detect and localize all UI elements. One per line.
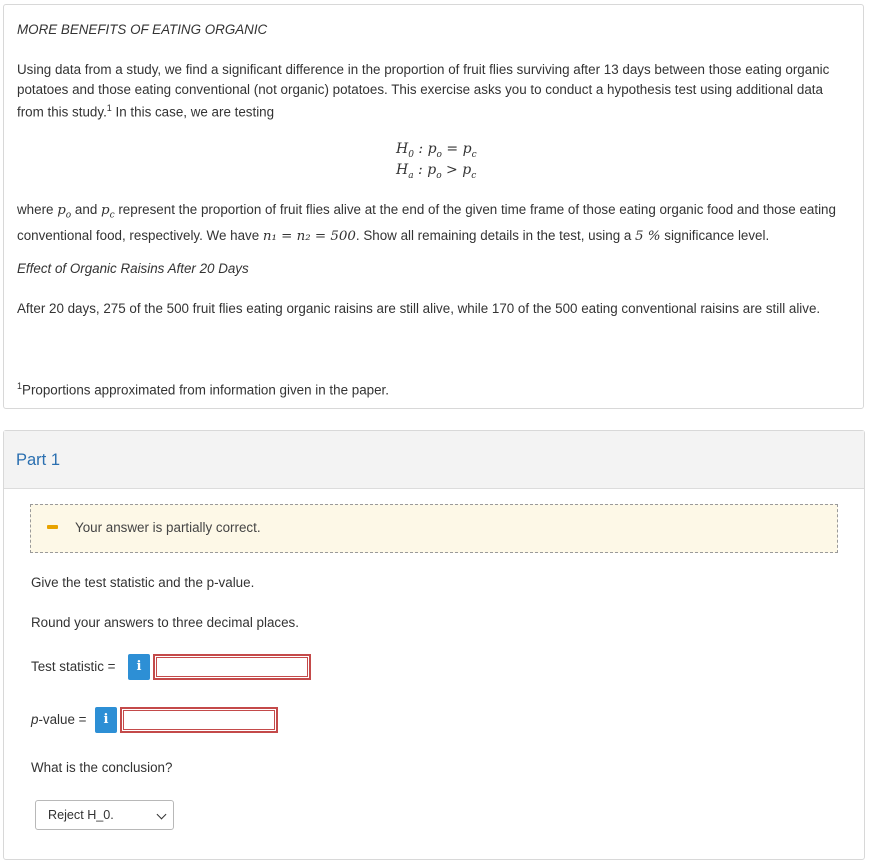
footnote: $^1$Proportions approximated from information given in the paper.	[17, 381, 389, 398]
p-value-input[interactable]	[120, 707, 278, 733]
partial-icon	[47, 525, 58, 529]
part-1-panel	[3, 430, 865, 860]
part-header	[4, 431, 864, 489]
select-value: Reject H_0.	[48, 808, 114, 822]
info-icon[interactable]: i	[128, 654, 150, 680]
p-value-label: p-value =	[31, 712, 87, 727]
test-statistic-input[interactable]	[153, 654, 311, 680]
problem-card	[3, 4, 864, 409]
test-statistic-label: Test statistic =	[31, 659, 116, 674]
problem-body: After 20 days, 275 of the 500 fruit flies eating organic raisins are still alive, while 170 of the 500 eating conventional raisins are still alive.	[17, 301, 821, 316]
feedback-text: Your answer is partially correct.	[75, 520, 261, 535]
question-2: Round your answers to three decimal places.	[31, 615, 299, 630]
problem-subtitle: Effect of Organic Raisins After 20 Days	[17, 261, 249, 276]
info-icon[interactable]: i	[95, 707, 117, 733]
null-hypothesis: $H_0$ : $p_o = p_c$	[396, 141, 477, 160]
alternative-hypothesis: $H_a$ : $p_o > p_c$	[396, 162, 477, 181]
question-3: What is the conclusion?	[31, 760, 173, 775]
problem-intro: Using data from a study, we find a significant difference in the proportion of fruit flies surviving after 13 days between those eating organic potatoes and those eating conventional (not organic) potatoes. This exercise asks you to conduct a hypothesis test using additional data from this study.$^1$ In this case, we are testing	[17, 62, 830, 120]
conclusion-select[interactable]	[35, 800, 174, 830]
problem-title: MORE BENEFITS OF EATING ORGANIC	[17, 22, 268, 37]
chevron-down-icon	[157, 810, 167, 820]
problem-where: where $p_o$ and $p_c$ represent the proportion of fruit flies alive at the end of the given time frame of those eating organic food and those eating conventional food, respectively. We have n₁ = n₂ = 500. Show all remaining details in the test, using a 5 % significance level.	[17, 202, 836, 245]
feedback-box	[30, 504, 838, 553]
question-1: Give the test statistic and the p-value.	[31, 575, 255, 590]
part-title: Part 1	[16, 451, 61, 469]
